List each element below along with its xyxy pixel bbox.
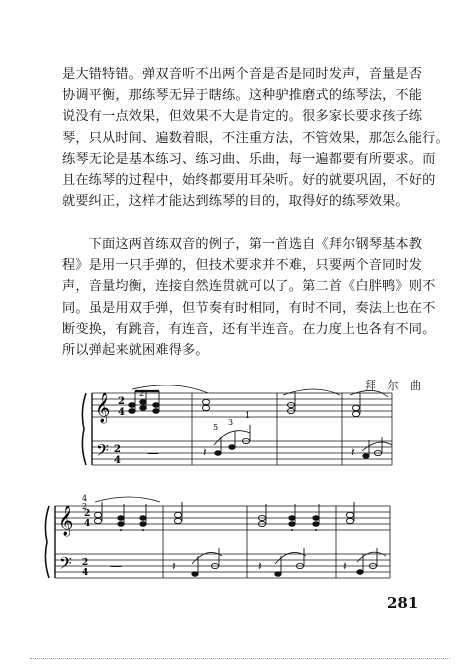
bass-clef-icon: 𝄢 (96, 440, 109, 464)
bass-notes (203, 425, 382, 459)
text-line: 同。虽是用双手弹，但节奏有时相同，有时不同，奏法上也在不 (62, 300, 436, 316)
text-line: 练琴无论是基本练习、练习曲、乐曲，每一遍都要有所要求。而 (62, 151, 436, 167)
text-line: 琴，只从时间、遍数着眼，不注重方法，不管效果，那怎么能行。 (62, 130, 449, 146)
time-signature-bottom: 4 (82, 568, 89, 578)
time-signature-bottom: 4 (114, 455, 121, 466)
svg-text:—: — (110, 559, 122, 573)
fingering: 4 (82, 494, 88, 503)
treble-clef-icon: 𝄞 (58, 506, 74, 536)
composer-credit: 拜 尔 曲 (365, 379, 425, 392)
time-signature-top: 2 (114, 444, 121, 455)
text-line: 且在练琴的过程中，始终都要用耳朵听。好的就要巩固，不好的 (62, 172, 436, 188)
scan-artifact-line (30, 658, 450, 663)
text-line: 声，音量均衡，连接自然连贯就可以了。第二首《白胖鸭》则不 (62, 279, 436, 295)
time-signature-top: 2 (84, 509, 91, 519)
time-signature-top: 2 (118, 396, 125, 407)
svg-text:𝄽: 𝄽 (343, 559, 347, 573)
music-example-1 (0, 385, 474, 480)
svg-text:𝄽: 𝄽 (172, 559, 176, 573)
fingering: 2 (82, 502, 88, 511)
svg-text:𝄽: 𝄽 (351, 445, 355, 459)
text-line: 协调平衡，那练琴无异于瞎练。这种驴推磨式的练琴法，不能 (62, 88, 423, 104)
time-signature-top: 2 (82, 558, 89, 568)
paragraph-2 (62, 234, 436, 361)
text-line: 断变换，有跳音，有连音，还有半连音。在力度上也各有不同。 (62, 321, 436, 337)
time-signature-bottom: 4 (118, 407, 125, 418)
page-number: 281 (387, 594, 419, 612)
rest-icon: — (147, 446, 159, 460)
fingering: 1 (245, 411, 251, 420)
svg-text:𝄽: 𝄽 (258, 559, 262, 573)
bass-clef-icon: 𝄢 (59, 553, 72, 577)
time-signature-bottom: 4 (84, 519, 91, 529)
svg-text:𝄽: 𝄽 (203, 445, 207, 459)
fingering: 3 (228, 418, 234, 427)
treble-clef-icon: 𝄞 (95, 393, 111, 423)
text-line: 说没有一点效果，但效果不大是肯定的。很多家长要求孩子练 (62, 109, 423, 125)
text-line: 程》是用一只手弹的，但技术要求并不难，只要两个音同时发 (62, 258, 423, 274)
fingering: 5 (213, 423, 219, 432)
text-line: 是大错特错。弹双音听不出两个音是否是同时发声，音量是否 (62, 67, 423, 82)
text-line: 就要纠正，这样才能达到练琴的目的，取得好的练琴效果。 (62, 194, 409, 210)
fingering: 2 (139, 389, 145, 398)
text-line: 下面这两首练双音的例子，第一首选自《拜尔钢琴基本教 (62, 237, 423, 252)
music-example-2 (0, 490, 474, 590)
text-line: 所以弹起来就困难得多。 (62, 342, 209, 358)
paragraph-1 (62, 64, 449, 212)
